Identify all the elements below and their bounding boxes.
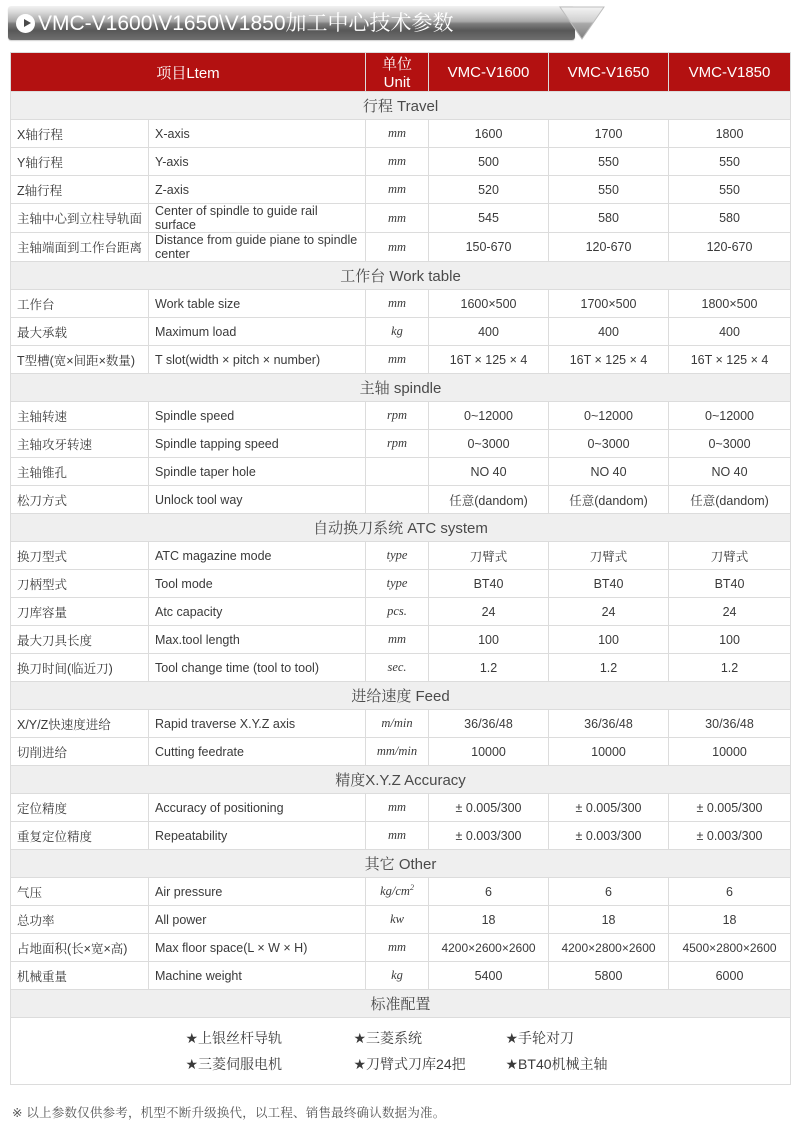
footnote: ※ 以上参数仅供参考，机型不断升级换代，以工程、销售最终确认数据为准。 (12, 1106, 446, 1120)
config-item: ★上银丝杆导轨 (185, 1030, 283, 1046)
row-value-model-1: 5400 (429, 962, 549, 990)
table-row (11, 176, 791, 204)
table-row (11, 654, 791, 682)
row-unit: mm (366, 148, 429, 176)
table-row (11, 148, 791, 176)
row-unit: mm (366, 626, 429, 654)
row-unit: rpm (366, 402, 429, 430)
row-value-model-3: 18 (669, 906, 791, 934)
section-header-row (11, 766, 791, 794)
row-value-model-2: 120-670 (549, 233, 669, 262)
row-value-model-1: 500 (429, 148, 549, 176)
row-value-model-1: BT40 (429, 570, 549, 598)
row-label-en: Repeatability (149, 822, 366, 850)
table-row (11, 346, 791, 374)
row-value-model-3: ± 0.003/300 (669, 822, 791, 850)
row-unit: mm/min (366, 738, 429, 766)
table-row (11, 962, 791, 990)
row-unit: mm (366, 822, 429, 850)
row-value-model-2: 24 (549, 598, 669, 626)
row-label-cn: X/Y/Z快速度进给 (11, 710, 149, 738)
row-value-model-2: 1.2 (549, 654, 669, 682)
row-unit: mm (366, 934, 429, 962)
section-title: 标准配置 (11, 990, 791, 1018)
row-unit (366, 458, 429, 486)
section-title: 行程 Travel (11, 92, 791, 120)
row-label-en: Air pressure (149, 878, 366, 906)
config-item: ★三菱系统 (353, 1030, 423, 1046)
row-value-model-1: 0~12000 (429, 402, 549, 430)
row-value-model-1: 400 (429, 318, 549, 346)
row-label-en: Spindle taper hole (149, 458, 366, 486)
row-label-en: All power (149, 906, 366, 934)
row-value-model-1: 0~3000 (429, 430, 549, 458)
section-header-row (11, 374, 791, 402)
row-value-model-2: ± 0.003/300 (549, 822, 669, 850)
table-row (11, 794, 791, 822)
row-value-model-1: 24 (429, 598, 549, 626)
row-label-cn: 最大刀具长度 (11, 626, 149, 654)
row-value-model-2: 18 (549, 906, 669, 934)
row-unit: mm (366, 290, 429, 318)
row-value-model-1: 任意(dandom) (429, 486, 549, 514)
row-label-cn: 重复定位精度 (11, 822, 149, 850)
row-value-model-2: 0~12000 (549, 402, 669, 430)
row-label-en: Accuracy of positioning (149, 794, 366, 822)
row-label-en: ATC magazine mode (149, 542, 366, 570)
row-unit: m/min (366, 710, 429, 738)
row-value-model-1: NO 40 (429, 458, 549, 486)
table-row (11, 878, 791, 906)
header-model-3: VMC-V1850 (669, 53, 791, 92)
table-row (11, 710, 791, 738)
row-value-model-2: 6 (549, 878, 669, 906)
row-value-model-1: ± 0.003/300 (429, 822, 549, 850)
row-value-model-2: 550 (549, 148, 669, 176)
row-value-model-3: 10000 (669, 738, 791, 766)
row-value-model-2: ± 0.005/300 (549, 794, 669, 822)
banner-chevron-shape (556, 6, 608, 40)
section-header-row (11, 990, 791, 1018)
row-label-cn: 主轴中心到立柱导轨面 (11, 204, 149, 233)
row-label-en: Y-axis (149, 148, 366, 176)
section-title: 自动换刀系统 ATC system (11, 514, 791, 542)
row-label-cn: 主轴锥孔 (11, 458, 149, 486)
row-unit: mm (366, 346, 429, 374)
row-unit: type (366, 570, 429, 598)
header-row (11, 53, 791, 92)
row-value-model-2: 10000 (549, 738, 669, 766)
row-value-model-1: 520 (429, 176, 549, 204)
row-value-model-2: 580 (549, 204, 669, 233)
standard-config-cell (11, 1018, 791, 1085)
row-unit: mm (366, 233, 429, 262)
row-value-model-2: 16T × 125 × 4 (549, 346, 669, 374)
row-value-model-3: 1.2 (669, 654, 791, 682)
banner-title: VMC-V1600\V1650\V1850加工中心技术参数 (38, 11, 454, 35)
row-unit: sec. (366, 654, 429, 682)
row-value-model-3: 24 (669, 598, 791, 626)
table-row (11, 402, 791, 430)
row-value-model-3: NO 40 (669, 458, 791, 486)
table-row (11, 120, 791, 148)
row-label-cn: 占地面积(长×宽×高) (11, 934, 149, 962)
row-unit: rpm (366, 430, 429, 458)
row-label-cn: 刀柄型式 (11, 570, 149, 598)
row-value-model-1: 100 (429, 626, 549, 654)
row-value-model-1: 545 (429, 204, 549, 233)
row-label-en: Spindle tapping speed (149, 430, 366, 458)
row-value-model-3: 1800 (669, 120, 791, 148)
table-row (11, 290, 791, 318)
row-unit: mm (366, 204, 429, 233)
row-label-en: X-axis (149, 120, 366, 148)
row-label-en: Tool change time (tool to tool) (149, 654, 366, 682)
section-title: 其它 Other (11, 850, 791, 878)
row-value-model-3: 4500×2800×2600 (669, 934, 791, 962)
row-label-cn: 换刀型式 (11, 542, 149, 570)
row-label-cn: T型槽(宽×间距×数量) (11, 346, 149, 374)
row-value-model-3: 550 (669, 148, 791, 176)
row-value-model-2: 400 (549, 318, 669, 346)
row-label-cn: 刀库容量 (11, 598, 149, 626)
table-row (11, 204, 791, 233)
row-unit: mm (366, 794, 429, 822)
row-value-model-2: 任意(dandom) (549, 486, 669, 514)
row-value-model-3: 120-670 (669, 233, 791, 262)
table-row (11, 233, 791, 262)
row-label-cn: 主轴攻牙转速 (11, 430, 149, 458)
section-header-row (11, 682, 791, 710)
row-value-model-3: 580 (669, 204, 791, 233)
row-value-model-1: 150-670 (429, 233, 549, 262)
row-label-cn: 松刀方式 (11, 486, 149, 514)
row-value-model-1: 刀臂式 (429, 542, 549, 570)
row-value-model-3: ± 0.005/300 (669, 794, 791, 822)
row-label-cn: 主轴转速 (11, 402, 149, 430)
row-value-model-1: 1600 (429, 120, 549, 148)
row-label-en: Machine weight (149, 962, 366, 990)
row-label-en: Unlock tool way (149, 486, 366, 514)
table-row (11, 598, 791, 626)
row-value-model-1: 18 (429, 906, 549, 934)
row-label-en: Work table size (149, 290, 366, 318)
section-header-row (11, 850, 791, 878)
play-circle-icon (16, 14, 35, 33)
standard-config-row (11, 1018, 791, 1085)
row-label-cn: 换刀时间(临近刀) (11, 654, 149, 682)
table-row (11, 626, 791, 654)
row-label-en: Distance from guide piane to spindle center (149, 233, 366, 262)
table-row (11, 542, 791, 570)
row-value-model-3: 0~12000 (669, 402, 791, 430)
row-unit: kg (366, 962, 429, 990)
row-label-en: Center of spindle to guide rail surface (149, 204, 366, 233)
section-title: 工作台 Work table (11, 262, 791, 290)
row-unit: kw (366, 906, 429, 934)
row-label-cn: 最大承载 (11, 318, 149, 346)
row-value-model-1: 1600×500 (429, 290, 549, 318)
row-value-model-3: 1800×500 (669, 290, 791, 318)
row-value-model-1: ± 0.005/300 (429, 794, 549, 822)
table-row (11, 906, 791, 934)
row-unit: pcs. (366, 598, 429, 626)
section-header-row (11, 92, 791, 120)
row-label-en: Cutting feedrate (149, 738, 366, 766)
row-label-cn: 切削进给 (11, 738, 149, 766)
row-value-model-3: 30/36/48 (669, 710, 791, 738)
row-label-cn: 定位精度 (11, 794, 149, 822)
row-value-model-2: 4200×2800×2600 (549, 934, 669, 962)
row-unit: type (366, 542, 429, 570)
row-value-model-3: 400 (669, 318, 791, 346)
row-value-model-3: 6000 (669, 962, 791, 990)
row-label-cn: 气压 (11, 878, 149, 906)
row-unit: $kg/cm^2$ (366, 878, 429, 906)
row-value-model-2: 550 (549, 176, 669, 204)
header-unit: 单位Unit (366, 53, 429, 92)
section-title: 主轴 spindle (11, 374, 791, 402)
row-value-model-2: 5800 (549, 962, 669, 990)
config-item: ★BT40机械主轴 (505, 1056, 608, 1072)
row-label-en: Atc capacity (149, 598, 366, 626)
row-value-model-3: 16T × 125 × 4 (669, 346, 791, 374)
header-model-2: VMC-V1650 (549, 53, 669, 92)
row-label-en: Tool mode (149, 570, 366, 598)
banner-bar (8, 6, 575, 40)
config-row-2 (186, 1054, 616, 1074)
row-value-model-2: BT40 (549, 570, 669, 598)
table-header (11, 53, 791, 92)
section-title: 进给速度 Feed (11, 682, 791, 710)
config-grid (11, 1028, 790, 1074)
row-unit (366, 486, 429, 514)
row-value-model-3: 550 (669, 176, 791, 204)
row-value-model-1: 6 (429, 878, 549, 906)
header-model-1: VMC-V1600 (429, 53, 549, 92)
row-value-model-2: 1700×500 (549, 290, 669, 318)
table-row (11, 570, 791, 598)
row-label-cn: X轴行程 (11, 120, 149, 148)
row-label-cn: 工作台 (11, 290, 149, 318)
row-label-cn: Y轴行程 (11, 148, 149, 176)
config-item: ★三菱伺服电机 (185, 1056, 283, 1072)
config-item: ★手轮对刀 (505, 1030, 575, 1046)
row-value-model-1: 1.2 (429, 654, 549, 682)
specification-table (10, 52, 791, 1085)
row-value-model-3: 6 (669, 878, 791, 906)
row-label-cn: Z轴行程 (11, 176, 149, 204)
config-row-1 (186, 1028, 616, 1048)
table-row (11, 458, 791, 486)
row-value-model-2: 刀臂式 (549, 542, 669, 570)
row-value-model-3: 0~3000 (669, 430, 791, 458)
section-header-row (11, 514, 791, 542)
row-label-en: Max.tool length (149, 626, 366, 654)
row-value-model-1: 10000 (429, 738, 549, 766)
row-value-model-1: 16T × 125 × 4 (429, 346, 549, 374)
row-value-model-1: 36/36/48 (429, 710, 549, 738)
row-label-en: T slot(width × pitch × number) (149, 346, 366, 374)
row-label-cn: 总功率 (11, 906, 149, 934)
row-value-model-3: 刀臂式 (669, 542, 791, 570)
row-unit: mm (366, 120, 429, 148)
row-value-model-3: 100 (669, 626, 791, 654)
table-row (11, 738, 791, 766)
table-row (11, 486, 791, 514)
row-value-model-2: 36/36/48 (549, 710, 669, 738)
row-unit: mm (366, 176, 429, 204)
row-value-model-2: 100 (549, 626, 669, 654)
row-label-en: Maximum load (149, 318, 366, 346)
table-row (11, 318, 791, 346)
row-label-en: Spindle speed (149, 402, 366, 430)
row-value-model-1: 4200×2600×2600 (429, 934, 549, 962)
row-label-en: Rapid traverse X.Y.Z axis (149, 710, 366, 738)
row-label-cn: 主轴端面到工作台距离 (11, 233, 149, 262)
row-label-en: Z-axis (149, 176, 366, 204)
table-row (11, 822, 791, 850)
section-title: 精度X.Y.Z Accuracy (11, 766, 791, 794)
row-value-model-3: 任意(dandom) (669, 486, 791, 514)
config-item: ★刀臂式刀库24把 (353, 1056, 466, 1072)
row-value-model-3: BT40 (669, 570, 791, 598)
table-body (11, 92, 791, 1085)
row-label-cn: 机械重量 (11, 962, 149, 990)
table-row (11, 934, 791, 962)
row-unit: kg (366, 318, 429, 346)
section-header-row (11, 262, 791, 290)
header-item: 项目Ltem (11, 53, 366, 92)
row-value-model-2: 1700 (549, 120, 669, 148)
table-row (11, 430, 791, 458)
row-value-model-2: 0~3000 (549, 430, 669, 458)
page-banner (0, 4, 800, 44)
row-label-en: Max floor space(L × W × H) (149, 934, 366, 962)
row-value-model-2: NO 40 (549, 458, 669, 486)
